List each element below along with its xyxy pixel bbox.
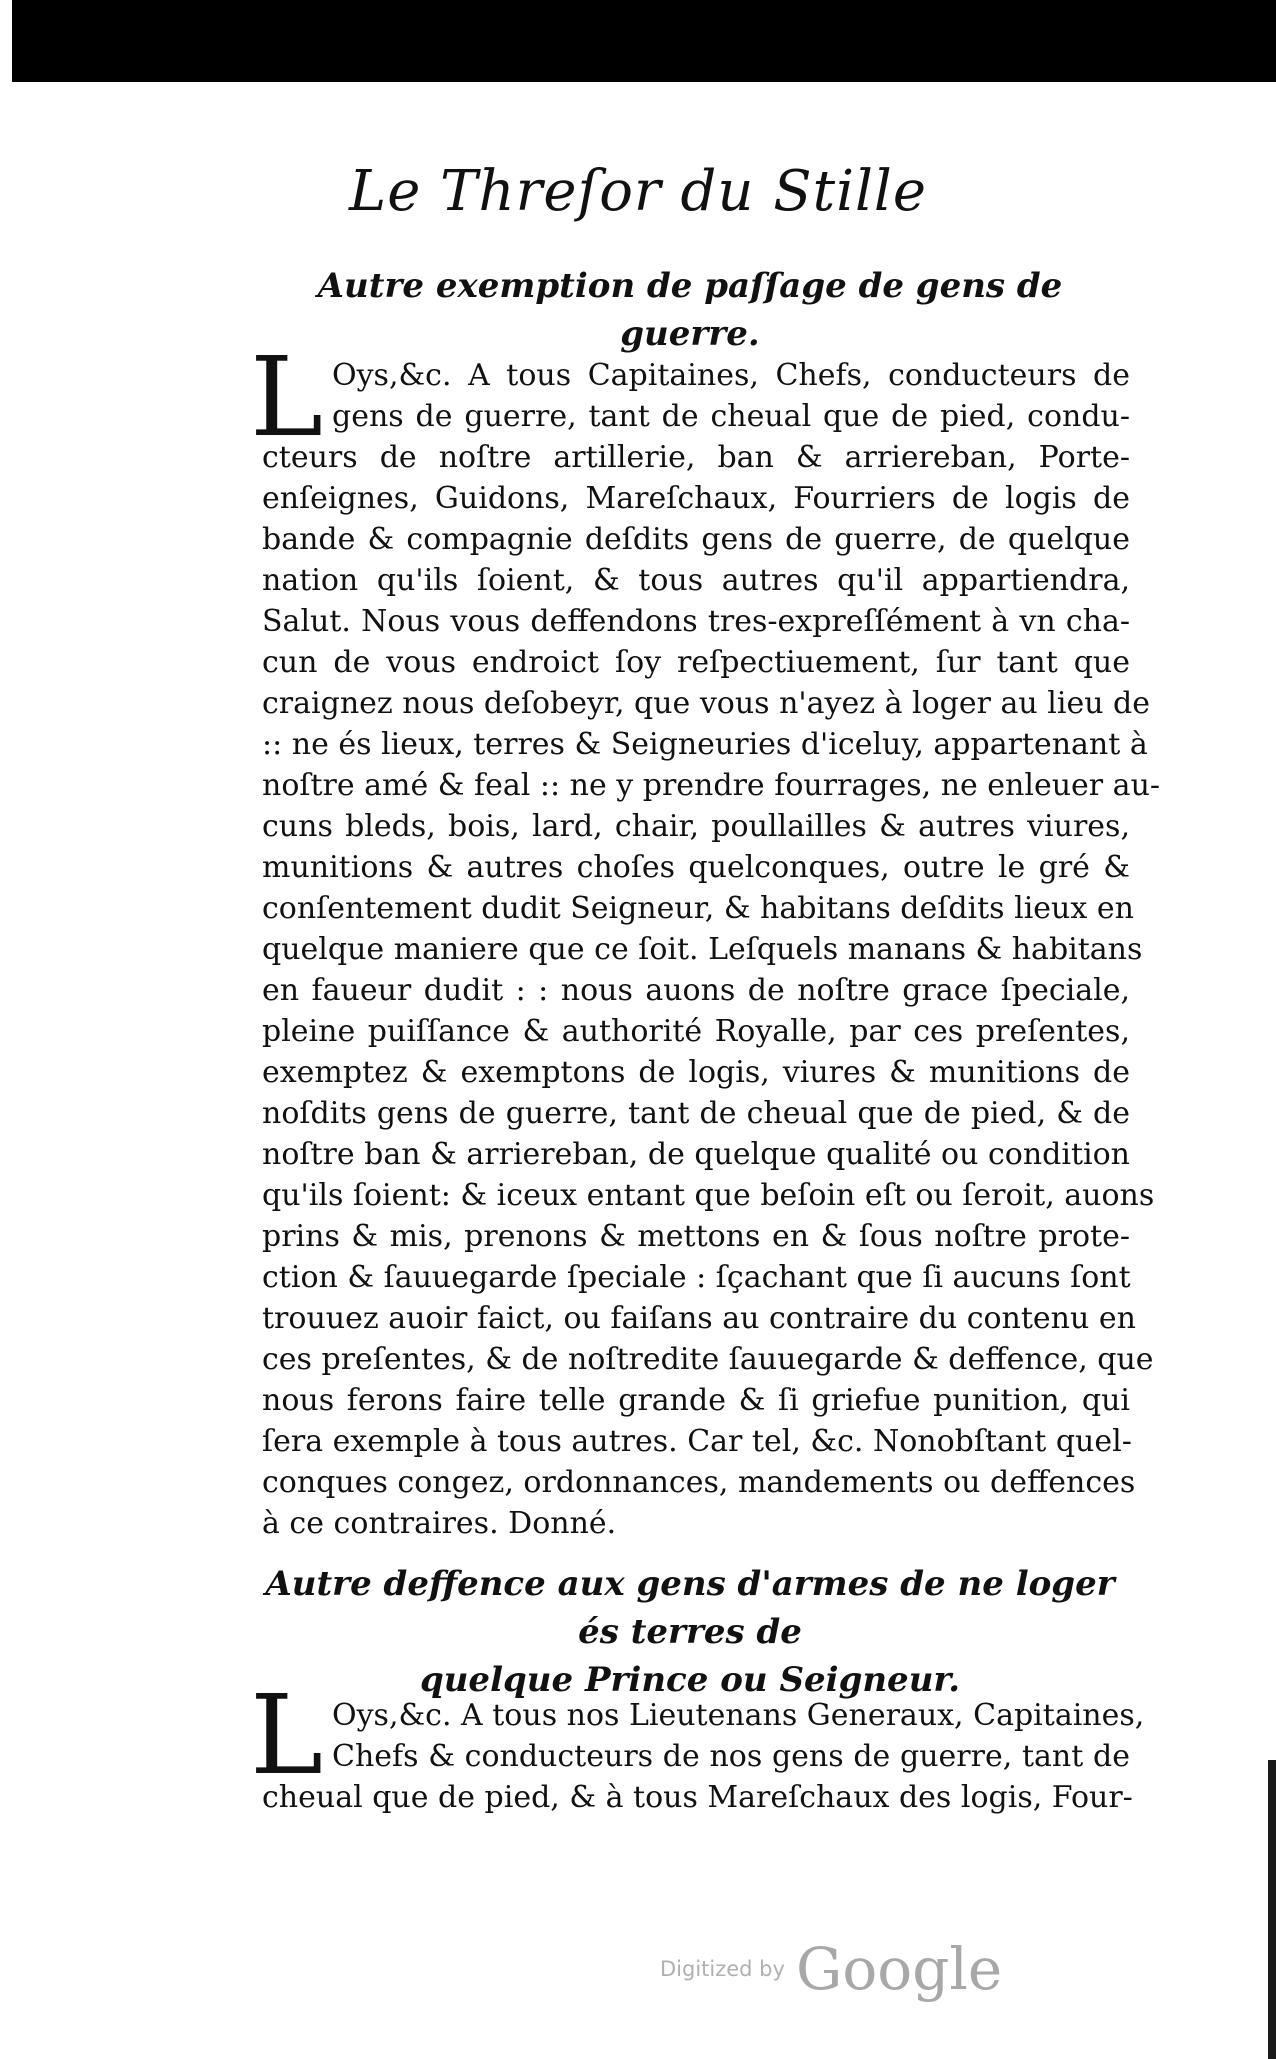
- running-head: Le Threſor du Stille: [349, 159, 927, 224]
- section-heading-deffence: [250, 1560, 1130, 1704]
- watermark-prefix: Digitized by: [660, 1957, 785, 1981]
- text-line: cteurs de noſtre artillerie, ban & arriereban, Porte-: [262, 440, 1130, 475]
- scan-top-border: [12, 0, 1276, 82]
- text-line: noſdits gens de guerre, tant de cheual que de pied, & de: [262, 1096, 1130, 1131]
- drop-cap: L: [250, 333, 324, 461]
- text-line: quelque maniere que ce ſoit. Leſquels manans & habitans: [262, 932, 1143, 967]
- text-line: cheual que de pied, & à tous Mareſchaux des logis, Four-: [262, 1780, 1133, 1815]
- text-line: ction & ſauuegarde ſpeciale : ſçachant que ſi aucuns ſont: [262, 1260, 1131, 1295]
- text-line: Oys,&c. A tous nos Lieutenans Generaux, Capitaines,: [332, 1698, 1145, 1733]
- text-line: ſera exemple à tous autres. Car tel, &c. Nonobſtant quel-: [262, 1424, 1132, 1459]
- text-line: cuns bleds, bois, lard, chair, poullailles & autres viures,: [262, 809, 1130, 844]
- text-line: conſentement dudit Seigneur, & habitans deſdits lieux en: [262, 891, 1134, 926]
- google-logo: Google: [796, 1935, 1003, 2003]
- text-line: pleine puiſſance & authorité Royalle, par ces preſentes,: [262, 1014, 1130, 1049]
- digitized-watermark: [660, 1935, 1002, 2003]
- text-line: bande & compagnie deſdits gens de guerre, de quelque: [262, 522, 1130, 557]
- text-line: gens de guerre, tant de cheual que de pied, condu-: [332, 399, 1130, 434]
- text-line: exemptez & exemptons de logis, viures & munitions de: [262, 1055, 1130, 1090]
- text-line: craignez nous deſobeyr, que vous n'ayez à loger au lieu de: [262, 686, 1151, 721]
- text-line: qu'ils ſoient: & iceux entant que beſoin eſt ou ſeroit, auons: [262, 1178, 1155, 1213]
- heading-line: Autre deffence aux gens d'armes de ne loger és terres de: [265, 1564, 1115, 1652]
- text-line: noſtre ban & arriereban, de quelque qualité ou condition: [262, 1137, 1130, 1172]
- text-line: Oys,&c. A tous Capitaines, Chefs, conducteurs de: [332, 358, 1130, 393]
- text-line: ces preſentes, & de noſtredite ſauuegarde & deffence, que: [262, 1342, 1154, 1377]
- text-line: Chefs & conducteurs de nos gens de guerre, tant de: [332, 1739, 1130, 1774]
- text-line: enſeignes, Guidons, Mareſchaux, Fourriers de logis de: [262, 481, 1130, 516]
- heading-line: quelque Prince ou Seigneur.: [419, 1660, 961, 1700]
- text-line: noſtre amé & feal :: ne y prendre fourrages, ne enleuer au-: [262, 768, 1161, 803]
- section-heading-exemption: Autre exemption de paſſage de gens de guerre.: [317, 266, 1063, 354]
- drop-cap: L: [250, 1671, 324, 1799]
- text-line: nation qu'ils ſoient, & tous autres qu'il appartiendra,: [262, 563, 1130, 598]
- text-line: en faueur dudit : : nous auons de noſtre grace ſpeciale,: [262, 973, 1130, 1008]
- scan-right-edge: [1268, 1760, 1276, 2059]
- text-line: trouuez auoir faict, ou faiſans au contraire du contenu en: [262, 1301, 1136, 1336]
- text-line: Salut. Nous vous deffendons tres-expreſſément à vn cha-: [262, 604, 1130, 639]
- text-line: nous ferons faire telle grande & ſi griefue punition, qui: [262, 1383, 1130, 1418]
- text-line: conques congez, ordonnances, mandements ou deffences: [262, 1465, 1136, 1500]
- text-line: munitions & autres choſes quelconques, outre le gré &: [262, 850, 1130, 885]
- section-body-exemption: [250, 333, 1161, 1544]
- text-line: à ce contraires. Donné.: [262, 1506, 617, 1541]
- text-line: prins & mis, prenons & mettons en & ſous noſtre prote-: [262, 1219, 1130, 1254]
- text-line: cun de vous endroict ſoy reſpectiuement, ſur tant que: [262, 645, 1130, 680]
- text-line: :: ne és lieux, terres & Seigneuries d'iceluy, appartenant à: [262, 727, 1148, 762]
